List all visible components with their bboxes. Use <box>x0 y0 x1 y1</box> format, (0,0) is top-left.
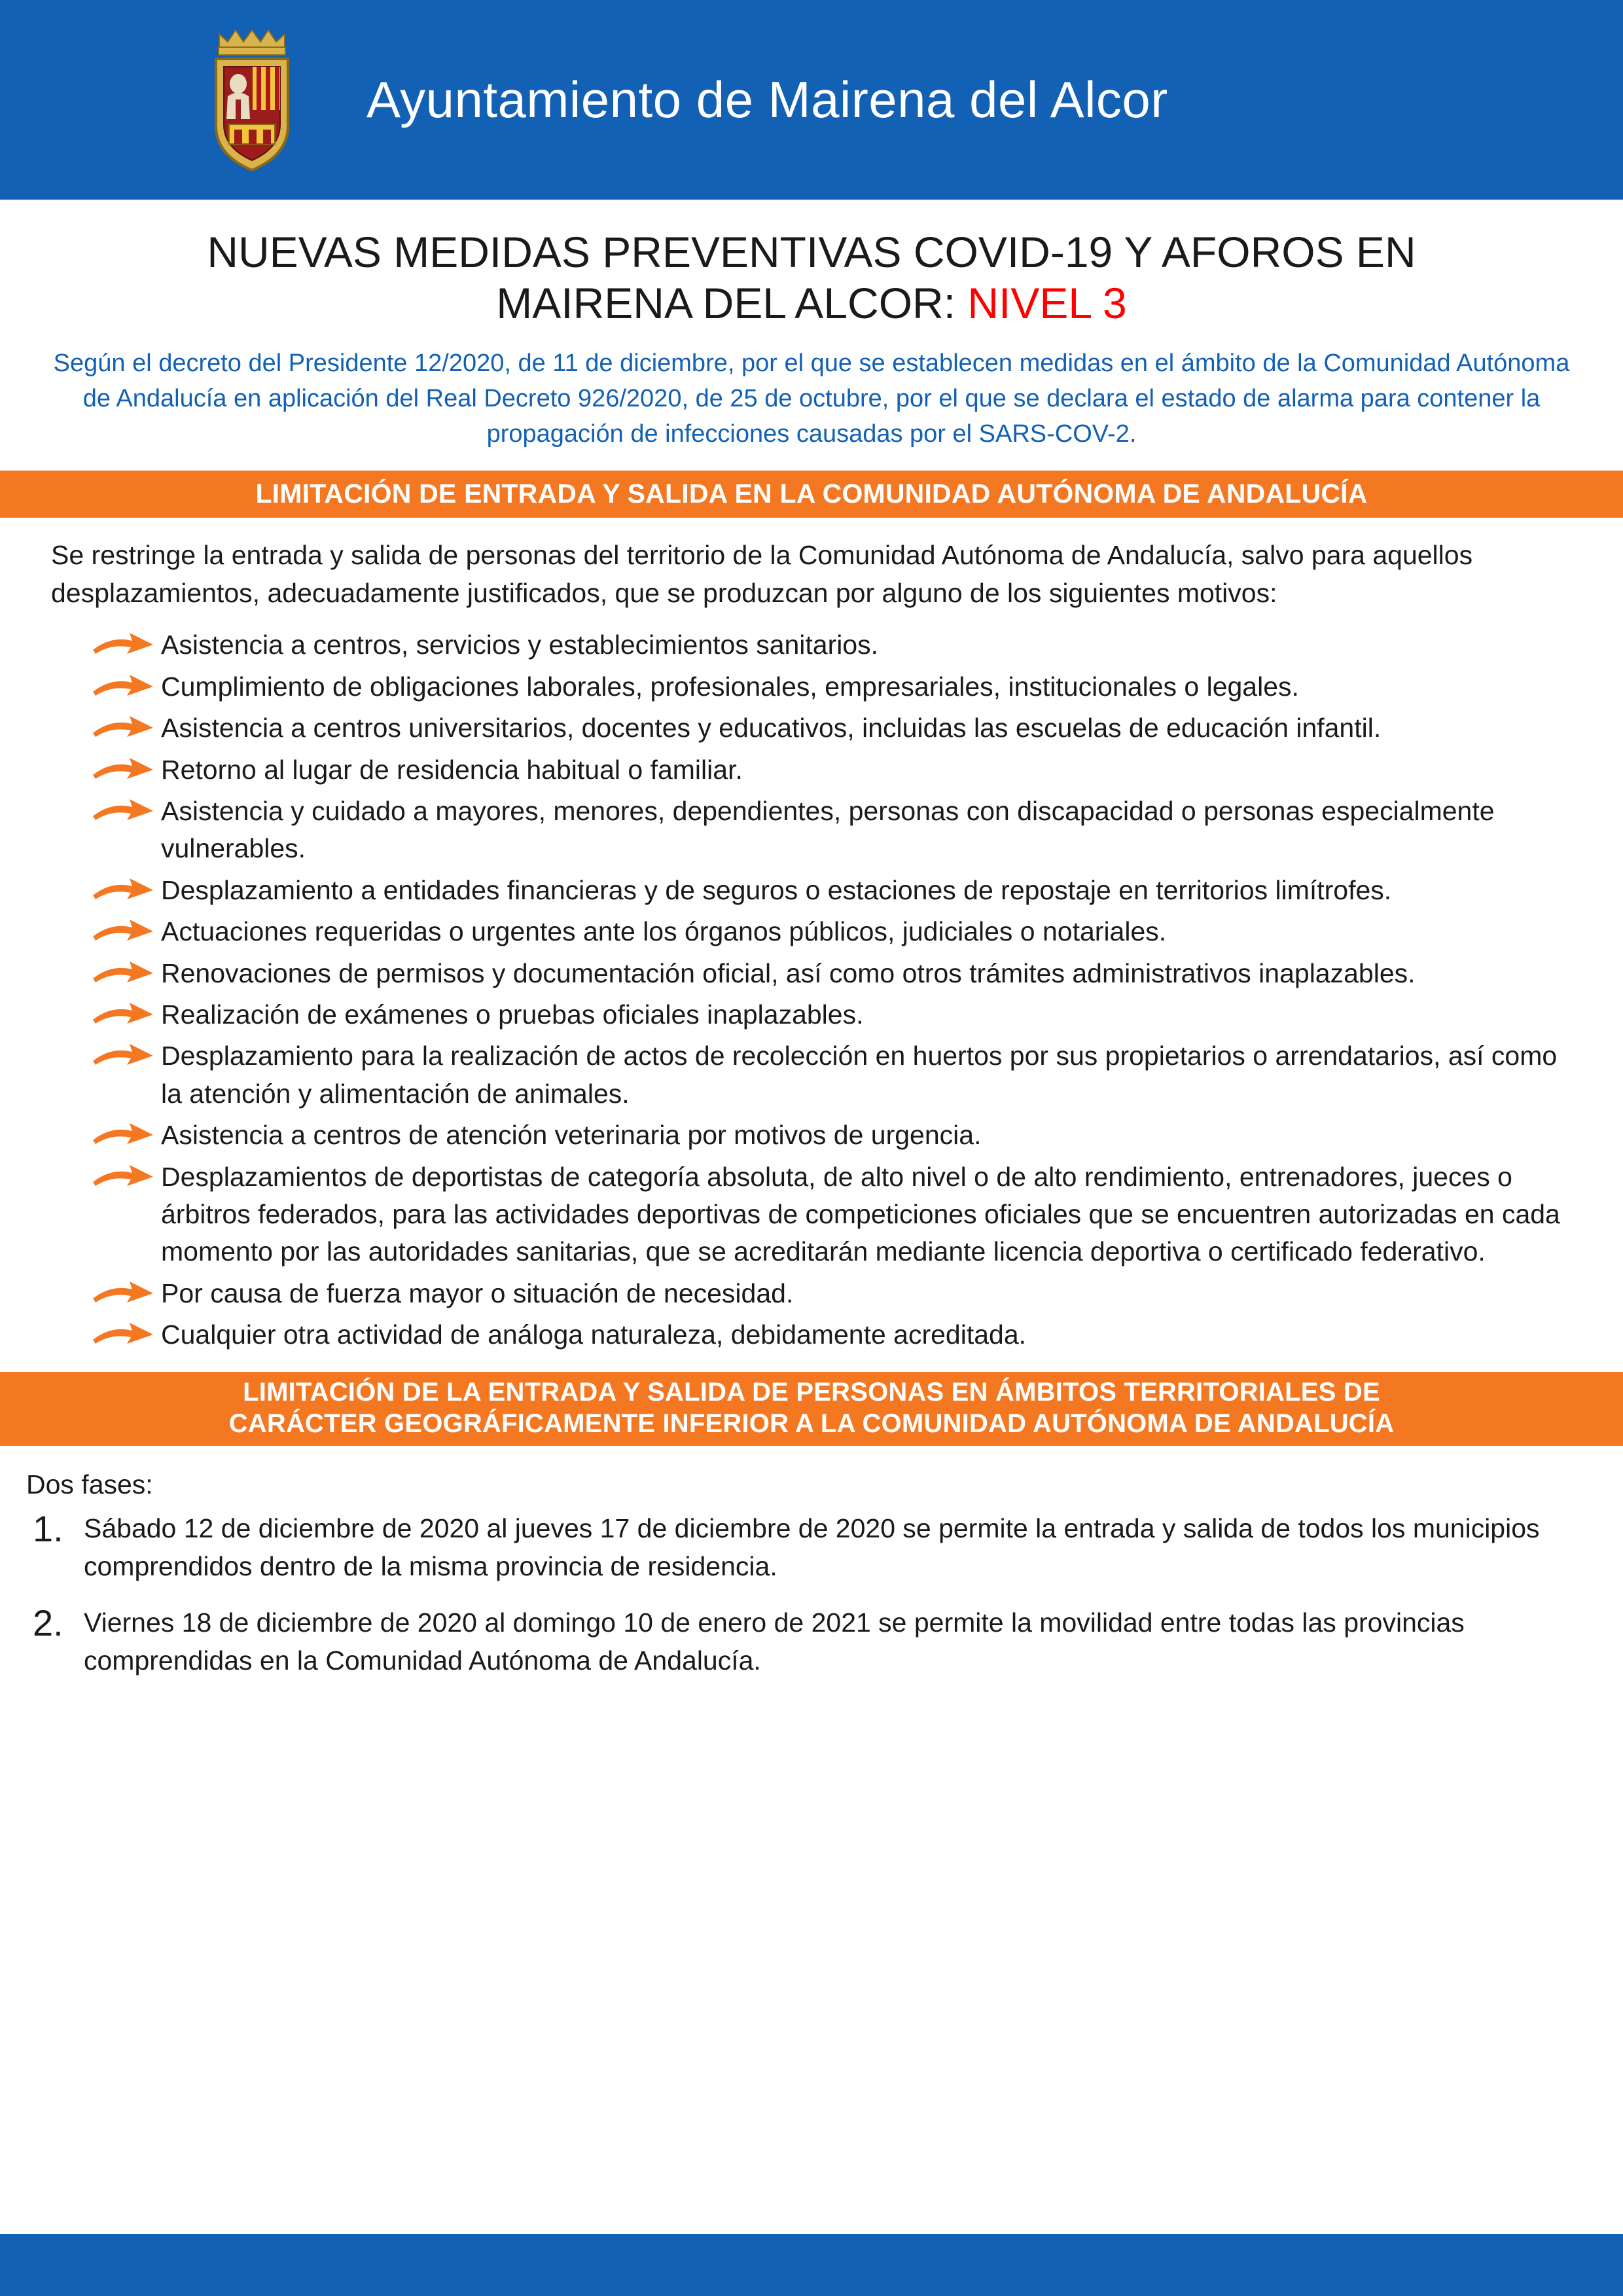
list-item <box>77 1316 1572 1354</box>
page-footer <box>0 2234 1623 2296</box>
header-title: Ayuntamiento de Mairena del Alcor <box>366 71 1168 128</box>
section-2-header-line1: LIMITACIÓN DE LA ENTRADA Y SALIDA DE PERSONAS EN ÁMBITOS TERRITORIALES DE <box>243 1378 1380 1407</box>
list-item <box>77 1037 1572 1113</box>
coat-of-arms-icon <box>190 21 314 178</box>
arrow-right-icon <box>92 797 154 827</box>
list-item <box>77 1117 1572 1154</box>
arrow-right-icon <box>92 917 154 947</box>
section-1-list <box>77 626 1572 1354</box>
arrow-right-icon <box>92 672 154 702</box>
list-item-text: Asistencia a centros universitarios, docentes y educativos, incluidas las escuelas de educación infantil. <box>161 713 1382 744</box>
list-item-text: Retorno al lugar de residencia habitual o familiar. <box>161 754 743 785</box>
arrow-right-icon <box>92 1279 154 1309</box>
list-item-text: Asistencia y cuidado a mayores, menores, dependientes, personas con discapacidad o personas especialmente vulnerables. <box>161 795 1495 864</box>
list-item-text: Asistencia a centros, servicios y establecimientos sanitarios. <box>161 630 879 660</box>
arrow-right-icon <box>92 1162 154 1193</box>
list-item <box>33 1509 1577 1585</box>
list-item-text: Realización de exámenes o pruebas oficiales inaplazables. <box>161 999 864 1030</box>
list-item-number: 1. <box>33 1507 63 1549</box>
arrow-right-icon <box>92 1000 154 1030</box>
arrow-right-icon <box>92 1121 154 1151</box>
list-item-text: Actuaciones requeridas o urgentes ante los órganos públicos, judiciales o notariales. <box>161 916 1167 947</box>
list-item <box>77 668 1572 706</box>
list-item <box>77 913 1572 950</box>
section-2-list <box>33 1509 1577 1680</box>
list-item-number: 2. <box>33 1602 63 1644</box>
page-title-line2 <box>52 278 1571 329</box>
section-1-intro: Se restringe la entrada y salida de personas del territorio de la Comunidad Autónoma de Andalucía, salvo para aquellos desplazamientos, adecuadamente justificados, que se produzcan por alguno de los siguientes motivos: <box>51 539 1473 609</box>
arrow-right-icon <box>92 1041 154 1071</box>
alert-level-badge: NIVEL 3 <box>967 278 1127 327</box>
list-item <box>77 996 1572 1033</box>
decree-intro-text: Según el decreto del Presidente 12/2020, de 11 de diciembre, por el que se establecen medidas en el ámbito de la Comunidad Autónoma de Andalucía en aplicación del Real Decreto 926/2020, de 25 de octubre, por el que se declara el estado de alarma para contener la propagación de infecciones causadas por el SARS-COV-2. <box>53 349 1570 448</box>
arrow-right-icon <box>92 630 154 660</box>
list-item-text: Renovaciones de permisos y documentación oficial, así como otros trámites administrativos inaplazables. <box>161 958 1416 988</box>
arrow-right-icon <box>92 755 154 785</box>
list-item-text: Desplazamiento para la realización de actos de recolección en huertos por sus propietarios o arrendatarios, así como la atención y alimentación de animales. <box>161 1041 1558 1109</box>
section-2-body <box>0 1446 1623 1680</box>
section-2-lead: Dos fases: <box>26 1469 153 1499</box>
list-item <box>77 872 1572 909</box>
list-item-text: Asistencia a centros de atención veterinaria por motivos de urgencia. <box>161 1120 982 1151</box>
list-item-text: Sábado 12 de diciembre de 2020 al jueves 17 de diciembre de 2020 se permite la entrada y salida de todos los municipios comprendidos dentro de la misma provincia de residencia. <box>84 1513 1540 1582</box>
page-header <box>0 0 1623 200</box>
arrow-right-icon <box>92 713 154 744</box>
list-item-text: Cumplimiento de obligaciones laborales, profesionales, empresariales, institucionales o legales. <box>161 671 1299 702</box>
page-title-line2-prefix: MAIRENA DEL ALCOR: <box>496 278 968 327</box>
list-item-text: Por causa de fuerza mayor o situación de necesidad. <box>161 1278 794 1308</box>
list-item-text: Cualquier otra actividad de análoga naturaleza, debidamente acreditada. <box>161 1319 1027 1350</box>
list-item <box>33 1604 1577 1679</box>
list-item <box>77 793 1572 868</box>
list-item-text: Desplazamientos de deportistas de categoría absoluta, de alto nivel o de alto rendimiento, entrenadores, jueces o árbitros federados, para las actividades deportivas de competiciones oficiales que se encuentren autorizadas en cada momento por las autoridades sanitarias, que se acreditarán mediante licencia deportiva o certificado federativo. <box>161 1161 1560 1267</box>
arrow-right-icon <box>92 959 154 989</box>
list-item <box>77 1158 1572 1271</box>
list-item <box>77 626 1572 664</box>
list-item-text: Desplazamiento a entidades financieras y de seguros o estaciones de repostaje en territorios limítrofes. <box>161 874 1392 905</box>
arrow-right-icon <box>92 1320 154 1350</box>
page-title-line1: NUEVAS MEDIDAS PREVENTIVAS COVID-19 Y AFOROS EN <box>207 228 1416 276</box>
section-2-header-line2: CARÁCTER GEOGRÁFICAMENTE INFERIOR A LA COMUNIDAD AUTÓNOMA DE ANDALUCÍA <box>228 1408 1395 1438</box>
list-item-text: Viernes 18 de diciembre de 2020 al domingo 10 de enero de 2021 se permite la movilidad entre todas las provincias comprendidas en la Comunidad Autónoma de Andalucía. <box>84 1607 1465 1676</box>
title-block <box>0 200 1623 329</box>
list-item <box>77 955 1572 992</box>
section-1-header: LIMITACIÓN DE ENTRADA Y SALIDA EN LA COMUNIDAD AUTÓNOMA DE ANDALUCÍA <box>0 471 1623 518</box>
list-item <box>77 1275 1572 1312</box>
arrow-right-icon <box>92 876 154 906</box>
section-2-header <box>0 1372 1623 1445</box>
list-item <box>77 709 1572 747</box>
section-1-body <box>0 518 1623 1354</box>
page-title <box>52 227 1571 329</box>
list-item <box>77 751 1572 789</box>
